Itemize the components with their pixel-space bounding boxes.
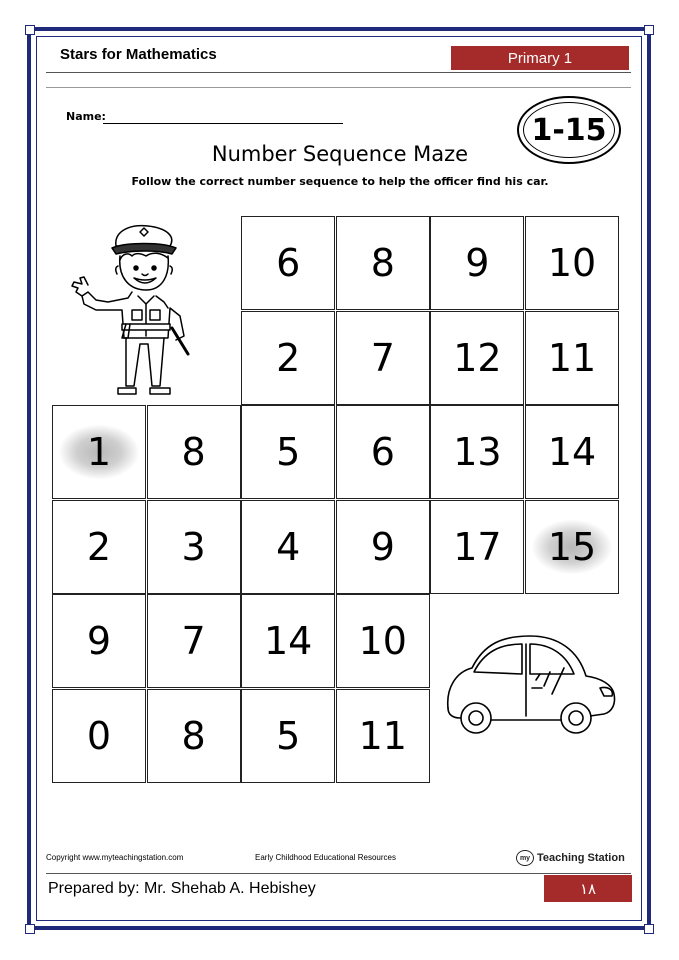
maze-cell xyxy=(525,405,619,499)
teaching-station-logo xyxy=(516,850,625,866)
maze-cell xyxy=(336,689,430,783)
maze-number: 14 xyxy=(264,619,313,664)
maze-number: 8 xyxy=(181,714,206,758)
maze-number: 7 xyxy=(370,335,395,380)
maze-number: 4 xyxy=(276,524,301,569)
header-divider xyxy=(46,72,631,73)
maze-number: 10 xyxy=(547,241,597,285)
worksheet-title: Number Sequence Maze xyxy=(211,142,469,166)
maze-number: 3 xyxy=(181,524,206,569)
maze-cell xyxy=(336,216,430,310)
copyright-text: Copyright www.myteachingstation.com xyxy=(46,853,184,862)
maze-cell xyxy=(147,500,241,594)
maze-cell xyxy=(52,689,146,783)
frame-corner xyxy=(25,924,35,934)
frame-corner xyxy=(644,25,654,35)
maze-number: 10 xyxy=(358,619,407,664)
maze-cell xyxy=(147,689,241,783)
maze-number: 2 xyxy=(86,524,112,569)
maze-number: 14 xyxy=(547,430,597,475)
maze-number: 6 xyxy=(276,241,301,285)
maze-number: 11 xyxy=(358,714,407,758)
logo-text: Teaching Station xyxy=(537,852,625,864)
maze-cell xyxy=(52,500,146,594)
footer-divider xyxy=(46,873,631,874)
maze-number: 17 xyxy=(453,524,502,569)
maze-cell xyxy=(525,311,619,405)
maze-cell xyxy=(430,500,524,594)
maze-cell xyxy=(147,594,241,688)
maze-cell xyxy=(52,594,146,688)
car-icon xyxy=(440,628,622,743)
publisher-tagline: Early Childhood Educational Resources xyxy=(255,853,396,862)
maze-cell xyxy=(430,311,524,405)
grade-badge: Primary 1 xyxy=(451,46,629,70)
maze-number: 7 xyxy=(181,619,206,664)
maze-cell xyxy=(241,689,335,783)
header-divider-thin xyxy=(46,87,631,88)
maze-number: 9 xyxy=(465,241,490,285)
page-number: ١٨ xyxy=(544,875,632,902)
header-title: Stars for Mathematics xyxy=(60,46,217,63)
maze-cell xyxy=(336,500,430,594)
maze-cell xyxy=(52,405,146,499)
maze-cell xyxy=(241,500,335,594)
maze-cell xyxy=(336,594,430,688)
logo-mark-icon: my xyxy=(516,850,534,866)
prepared-by: Prepared by: Mr. Shehab A. Hebishey xyxy=(48,880,316,897)
frame-corner xyxy=(644,924,654,934)
maze-number: 12 xyxy=(453,335,502,380)
maze-number: 11 xyxy=(547,335,597,380)
range-label: 1-15 xyxy=(531,112,607,148)
maze-cell xyxy=(430,216,524,310)
maze-cell xyxy=(241,311,335,405)
maze-cell xyxy=(241,594,335,688)
maze-cell xyxy=(336,311,430,405)
frame-corner xyxy=(25,25,35,35)
maze-cell xyxy=(241,216,335,310)
maze-cell xyxy=(525,216,619,310)
name-line xyxy=(103,123,343,124)
maze-number: 15 xyxy=(547,524,597,569)
worksheet-instructions: Follow the correct number sequence to help the officer find his car. xyxy=(131,175,549,188)
maze-number: 1 xyxy=(86,430,112,475)
maze-cell xyxy=(241,405,335,499)
maze-cell xyxy=(336,405,430,499)
maze-cell xyxy=(147,405,241,499)
maze-number: 6 xyxy=(370,430,395,475)
maze-cell xyxy=(430,405,524,499)
maze-number: 5 xyxy=(276,430,301,475)
range-oval xyxy=(517,96,621,164)
maze-number: 2 xyxy=(276,335,301,380)
maze-number: 13 xyxy=(453,430,502,475)
maze-number: 9 xyxy=(86,619,112,664)
maze-number: 8 xyxy=(181,430,206,475)
maze-number: 8 xyxy=(370,241,395,285)
maze-cell xyxy=(525,500,619,594)
maze-number: 0 xyxy=(86,714,112,758)
maze-number: 9 xyxy=(370,524,395,569)
name-label: Name: xyxy=(66,110,106,123)
maze-number: 5 xyxy=(276,714,301,758)
